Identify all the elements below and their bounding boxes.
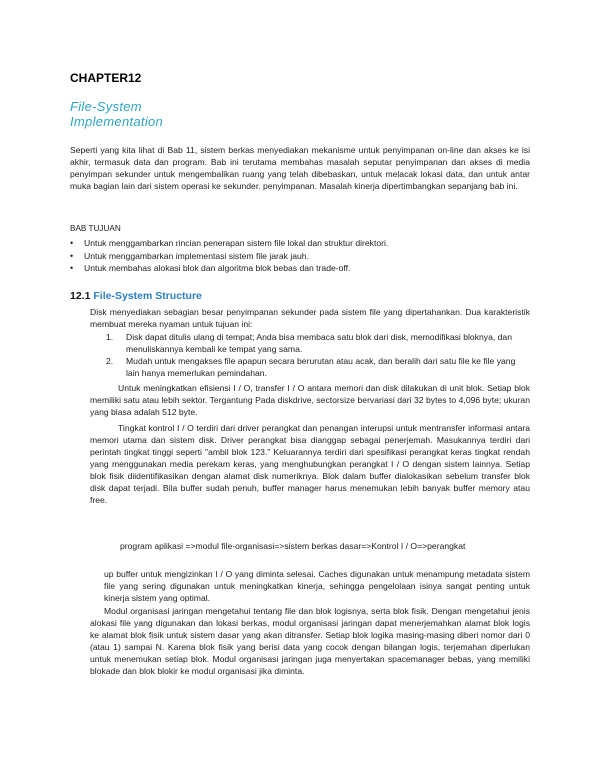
list-text: Mudah untuk mengakses file apapun secara berurutan atau acak, dan beralih dari satu file ke file yang lain hanya memerlukan pemindahan. [126, 356, 516, 378]
intro-text: Seperti yang kita lihat di Bab 11, sistem berkas menyediakan mekanisme untuk penyimpanan on-line dan akses ke isi akhir, termasuk data dan program. Bab ini terutama membahas masalah seputar penyimpanan dan akses di media penyimpan sekunder untuk mengembalikan ruang yang telah dibebaskan, untuk melacak lokasi data, dan untuk antar muka bagian lain dari sistem operasi ke sekunder. penyimpanan. Masalah kinerja dipertimbangkan sepanjang bab ini. [70, 145, 530, 191]
paragraph [90, 382, 530, 418]
goal-item: • Untuk menggambarkan implementasi sistem file jarak jauh. [70, 250, 530, 263]
chapter-title-line-2: Implementation [70, 114, 164, 129]
list-number: 1. [106, 332, 114, 342]
chapter-title [70, 99, 163, 129]
goals-list [70, 237, 530, 275]
paragraph-text: Untuk meningkatkan efisiensi I / O, transfer I / O antara memori dan disk dilakukan di unit blok. Setiap blok memiliki satu atau lebih sektor. Tergantung Pada diskdrive, sectorsize bervariasi dari 32 bytes to 4,096 byte; ukuran yang biasa adalah 512 byte. [90, 383, 530, 417]
paragraph-text: up buffer untuk mengizinkan I / O yang diminta selesai. Caches digunakan untuk menampung metadata sistem file yang sering digunakan untuk meningkatkan kinerja, sehingga pengelolaan isinya sangat penting untuk kinerja sistem yang optimal. [104, 569, 530, 603]
list-item [106, 355, 530, 379]
paragraph-text: Disk menyediakan sebagian besar penyimpanan sekunder pada sistem file yang dipertahankan. Dua karakteristik membuat mereka nyaman untuk tujuan ini: [90, 307, 530, 329]
paragraph-text: Tingkat kontrol I / O terdiri dari driver perangkat dan penangan interupsi untuk mentransfer informasi antara memori utama dan sistem disk. Driver perangkat bisa dianggap sebagai penerjemah. Masukannya terdiri dari perintah tingkat tinggi seperti "ambil blok 123." Keluarannya terdiri dari spesifikasi perangkat keras tingkat rendah yang menggunakan media perekam keras, yang menghubungkan perangkat I / O dengan sistem lainnya. Setiap blok fisik diidentifikasikan dengan alamat disk numeriknya. Blok dalam buffer dialokasikan sebelum transfer blok disk dapat terjadi. Bila buffer sudah penuh, buffer manager harus menemukan lebih banyak buffer memory atau free. [90, 423, 530, 505]
section-title: File-System Structure [93, 290, 202, 302]
paragraph [90, 605, 530, 677]
intro-paragraph [70, 144, 530, 192]
paragraph-text: Modul organisasi jaringan mengetahui tentang file dan blok logisnya, serta blok fisik. Dengan mengetahui jenis alokasi file yang digunakan dan lokasi berkas, modul organisasi jaringan dapat menerjemahkan alamat blok logis ke alamat blok fisik untuk sistem dasar yang akan ditransfer. Setiap blok logika masing-masing diberi nomor dari 0 (atau 1) sampai N. Karena blok fisik yang berisi data yang cocok dengan bilangan logis, terjemahan diperlukan untuk menemukan setiap blok. Modul organisasi jaringan juga menyertakan spacemanager bebas, yang memiliki blokade dan blok blokir ke modul organisasi jika diminta. [90, 606, 530, 676]
numbered-list [106, 331, 530, 379]
paragraph [90, 306, 530, 330]
goals-heading: BAB TUJUAN [70, 224, 121, 233]
chapter-title-line-1: File-System [70, 99, 142, 114]
list-number: 2. [106, 356, 114, 366]
section-number: 12.1 [70, 290, 91, 302]
goal-item: • Untuk membahas alokasi blok dan algoritma blok bebas dan trade-off. [70, 262, 530, 275]
goal-item: • Untuk menggambarkan rincian penerapan sistem file lokal dan struktur direktori. [70, 237, 530, 250]
paragraph [104, 568, 530, 604]
list-text: Disk dapat ditulis ulang di tempat; Anda bisa membaca satu blok dari disk, memodifikasi bloknya, dan menuliskannya kembali ke tempat yang sama. [126, 332, 512, 354]
section-heading [70, 290, 202, 302]
chapter-label: CHAPTER12 [70, 71, 142, 85]
layer-formula: program aplikasi =>modul file-organisasi=>sistem berkas dasar=>Kontrol I / O=>perangkat [120, 541, 466, 551]
list-item [106, 331, 530, 355]
paragraph [90, 422, 530, 506]
